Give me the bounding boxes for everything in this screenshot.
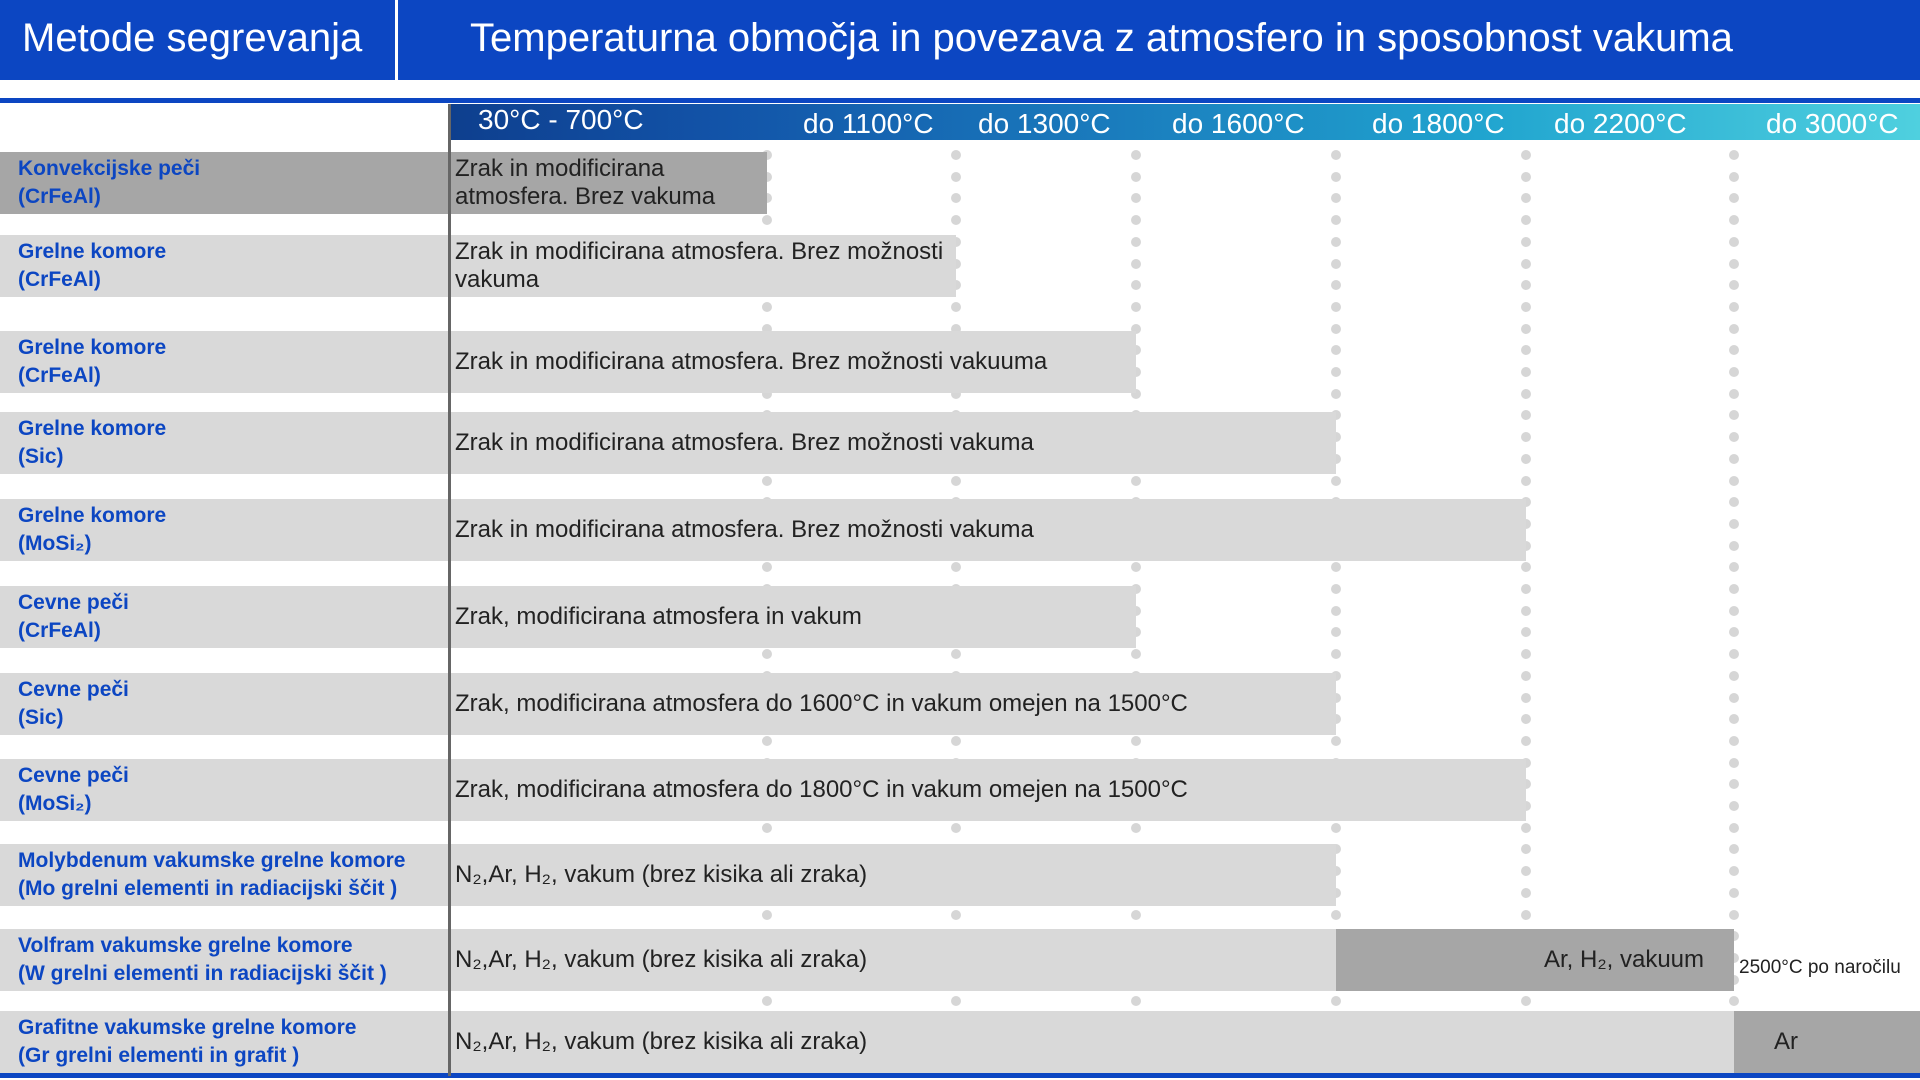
- row-bar-text: Ar: [1774, 1028, 1798, 1055]
- row-bar-text: N₂,Ar, H₂, vakum (brez kisika ali zraka): [455, 1028, 868, 1055]
- row-bar: [451, 844, 1336, 906]
- scale-tick-label: do 1300°C: [978, 108, 1111, 139]
- row-label: Grafitne vakumske grelne komore (Gr grelni elementi in grafit ): [0, 1011, 448, 1073]
- row-bar: [451, 929, 1336, 991]
- row-label: Cevne peči (MoSi₂): [0, 759, 448, 821]
- scale-tick-label: do 1100°C: [803, 108, 934, 139]
- scale-tick-label: do 1800°C: [1372, 108, 1505, 139]
- scale-tick-label: do 1600°C: [1172, 108, 1305, 139]
- row-label: Cevne peči (CrFeAl): [0, 586, 448, 648]
- header-bar: [0, 0, 1920, 80]
- row-bar: [451, 759, 1526, 821]
- row-bar: [451, 586, 1136, 648]
- scale-tick-label: do 3000°C: [1766, 108, 1899, 139]
- grid-dotted-line: [1729, 140, 1739, 1010]
- row-bar: [451, 499, 1526, 561]
- row-bar: [451, 235, 956, 297]
- grid-dotted-line: [1521, 140, 1531, 1010]
- row-bar-text: N₂,Ar, H₂, vakum (brez kisika ali zraka): [455, 861, 868, 888]
- scale-tick-label: do 2200°C: [1554, 108, 1687, 139]
- row-bar-text: Zrak in modificirana atmosfera. Brez možnosti vakuma: [455, 429, 1034, 456]
- row-label: Molybdenum vakumske grelne komore (Mo grelni elementi in radiacijski ščit ): [0, 844, 448, 906]
- row-bar: [1336, 929, 1734, 991]
- footer-line: [0, 1073, 1920, 1078]
- row-bar: [451, 412, 1336, 474]
- row-bar: [451, 673, 1336, 735]
- row-label: Cevne peči (Sic): [0, 673, 448, 735]
- row-bar: [451, 152, 767, 214]
- header-underline: [0, 98, 1920, 103]
- row-label: Grelne komore (MoSi₂): [0, 499, 448, 561]
- header-right-title: Temperaturna območja in povezava z atmosfero in sposobnost vakuma: [470, 16, 1733, 60]
- row-note: 2500°C po naročilu: [1739, 957, 1901, 978]
- row-bar-text: Zrak in modificirana atmosfera. Brez možnosti vakuuma: [455, 348, 1048, 375]
- row-label: Konvekcijske peči (CrFeAl): [0, 152, 448, 214]
- row-bar-text: Zrak, modificirana atmosfera do 1800°C in vakum omejen na 1500°C: [455, 776, 1188, 803]
- row-label: Grelne komore (Sic): [0, 412, 448, 474]
- row-bar-text: Zrak, modificirana atmosfera do 1600°C in vakum omejen na 1500°C: [455, 690, 1188, 717]
- header-separator: [395, 0, 398, 80]
- row-bar-text: N₂,Ar, H₂, vakum (brez kisika ali zraka): [455, 946, 868, 973]
- row-bar-text: Zrak, modificirana atmosfera in vakum: [455, 603, 862, 630]
- header-left-title: Metode segrevanja: [22, 16, 363, 60]
- row-label: Grelne komore (CrFeAl): [0, 235, 448, 297]
- row-bar-text: Zrak in modificirana atmosfera. Brez vakuma: [455, 155, 716, 210]
- row-label: Volfram vakumske grelne komore (W grelni elementi in radiacijski ščit ): [0, 929, 448, 991]
- row-bar: [1734, 1011, 1920, 1073]
- row-bar-text: Zrak in modificirana atmosfera. Brez možnosti vakuma: [455, 238, 944, 293]
- row-label: Grelne komore (CrFeAl): [0, 331, 448, 393]
- row-bar-text: Ar, H₂, vakuum: [1543, 946, 1704, 973]
- row-bar-text: Zrak in modificirana atmosfera. Brez možnosti vakuma: [455, 516, 1034, 543]
- row-bar: [451, 331, 1136, 393]
- row-bar: [451, 1011, 1734, 1073]
- scale-tick-label: 30°C - 700°C: [478, 104, 644, 135]
